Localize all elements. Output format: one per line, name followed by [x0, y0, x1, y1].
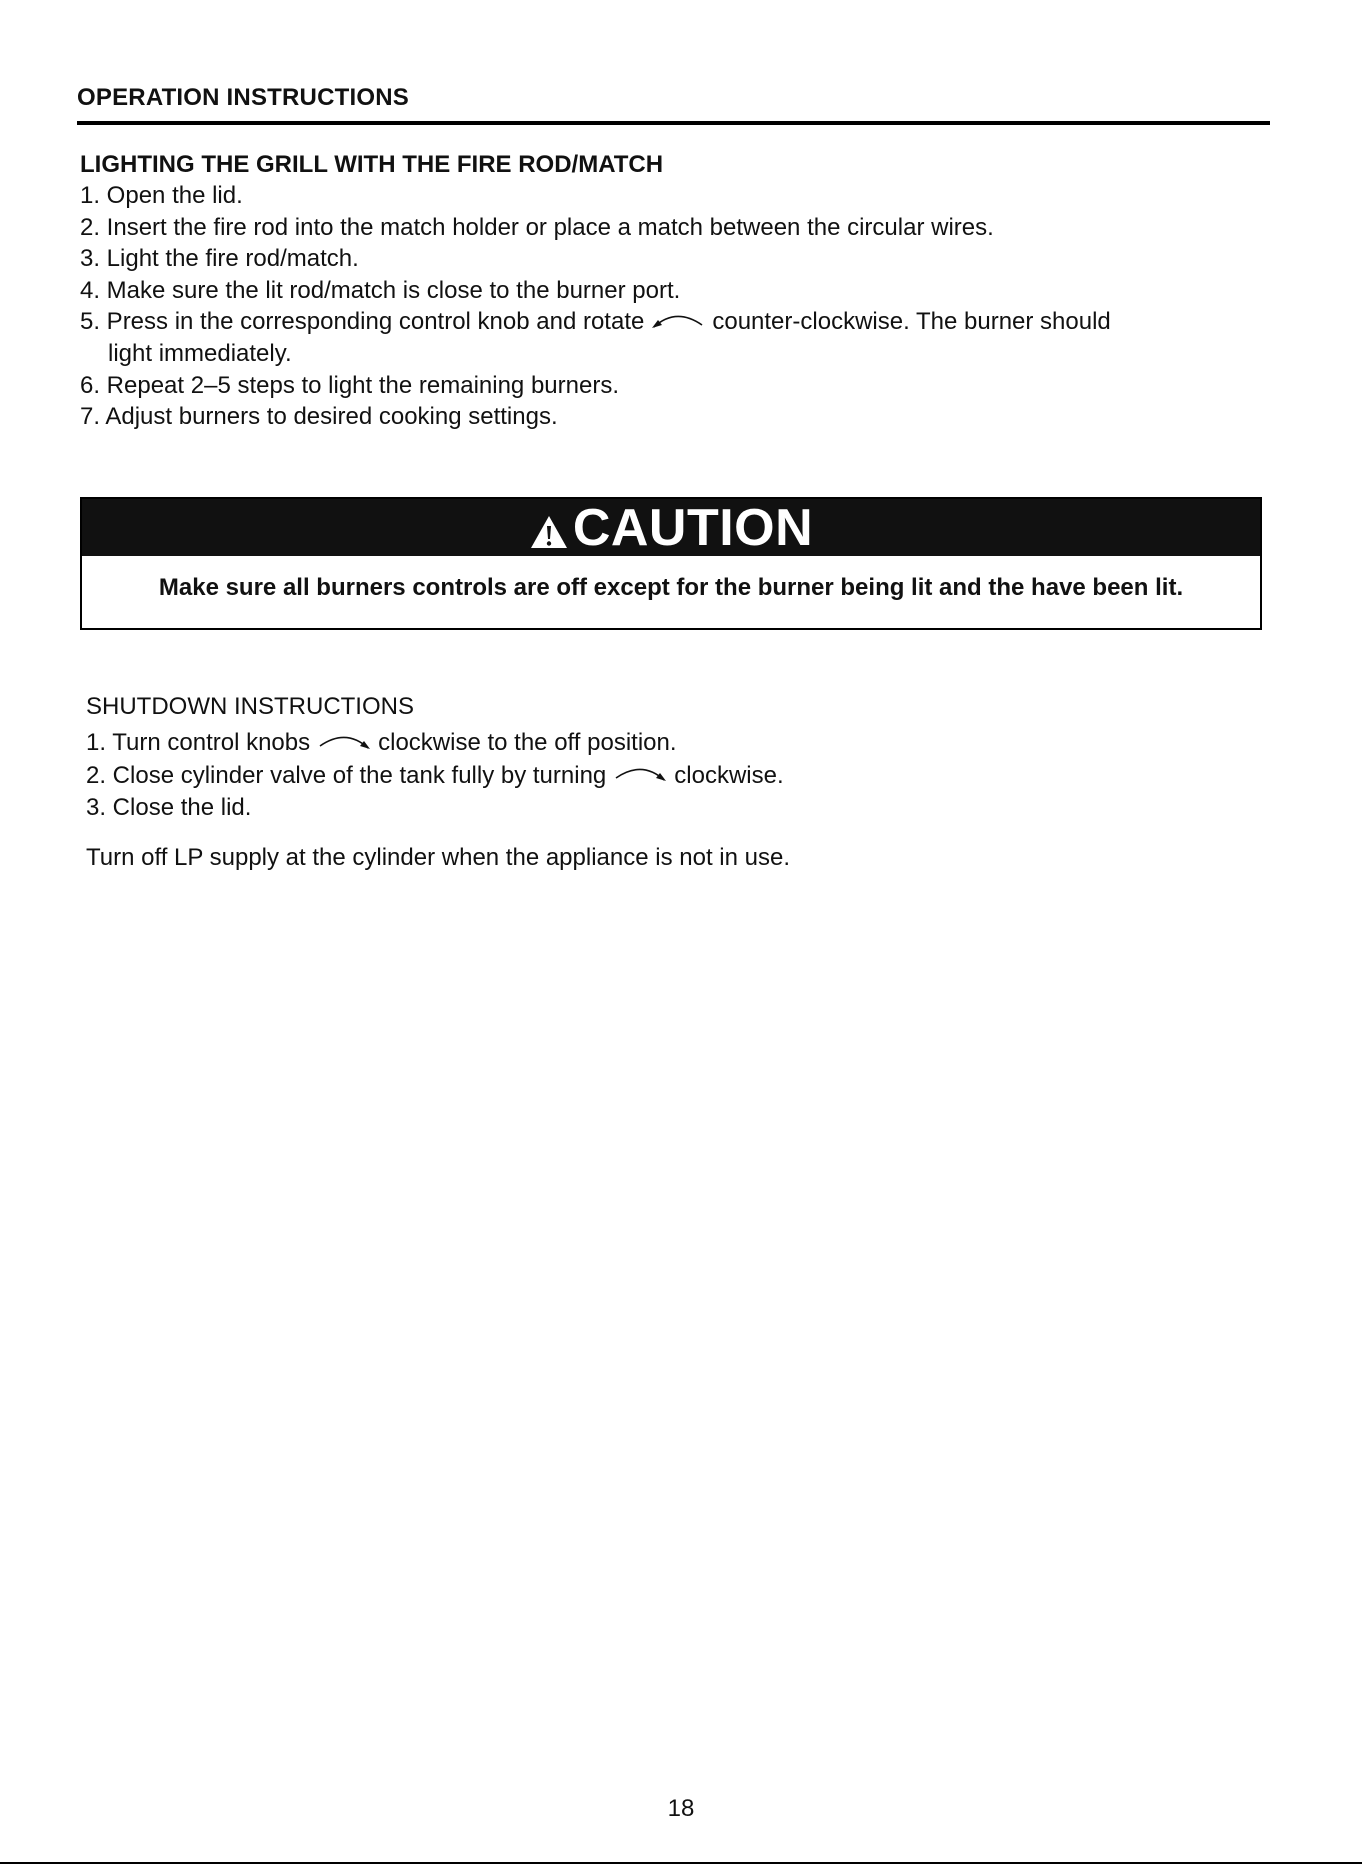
lighting-step-1: 1. Open the lid. [80, 182, 243, 209]
shutdown-step-1-text: 1. Turn control knobs [86, 729, 311, 756]
warning-triangle-icon [529, 514, 569, 550]
page-number: 18 [667, 1795, 695, 1822]
clockwise-arrow-icon [316, 728, 372, 760]
lighting-step-5-text: 5. Press in the corresponding control knob and rotate [80, 308, 645, 335]
caution-header [82, 499, 1260, 556]
page-title: OPERATION INSTRUCTIONS [77, 84, 409, 111]
footer-divider [0, 1862, 1362, 1864]
shutdown-step-1-direction: clockwise to the off position. [378, 729, 677, 756]
clockwise-arrow-icon [612, 760, 668, 792]
lighting-step-3: 3. Light the fire rod/match. [80, 245, 359, 272]
lighting-step-7: 7. Adjust burners to desired cooking settings. [80, 403, 558, 431]
lighting-steps-list [80, 180, 1111, 433]
lighting-section-title: LIGHTING THE GRILL WITH THE FIRE ROD/MATCH [80, 151, 664, 178]
caution-title: CAUTION [572, 498, 814, 557]
lighting-step-5-direction: counter-clockwise. The burner should [712, 308, 1111, 335]
lighting-step-2: 2. Insert the fire rod into the match holder or place a match between the circular wires. [80, 213, 994, 241]
lighting-step-5 [80, 306, 1111, 370]
lighting-step-4: 4. Make sure the lit rod/match is close to the burner port. [80, 276, 681, 304]
lighting-step-6: 6. Repeat 2–5 steps to light the remaining burners. [80, 371, 619, 399]
header-divider [77, 121, 1270, 125]
caution-message: Make sure all burners controls are off except for the burner being lit and the have been lit. [158, 574, 1184, 601]
shutdown-section-title: SHUTDOWN INSTRUCTIONS [86, 693, 414, 720]
shutdown-step-1 [86, 727, 784, 760]
lighting-step-5-continuation: light immediately. [108, 340, 292, 368]
lp-supply-note: Turn off LP supply at the cylinder when the appliance is not in use. [86, 844, 790, 871]
shutdown-step-2-text: 2. Close cylinder valve of the tank fully by turning [86, 761, 607, 789]
shutdown-step-2 [86, 760, 784, 793]
shutdown-step-2-direction: clockwise. [674, 761, 784, 789]
shutdown-step-3: 3. Close the lid. [86, 794, 252, 822]
counter-clockwise-arrow-icon [650, 307, 706, 339]
caution-box [80, 497, 1262, 630]
shutdown-steps-list [86, 727, 784, 824]
